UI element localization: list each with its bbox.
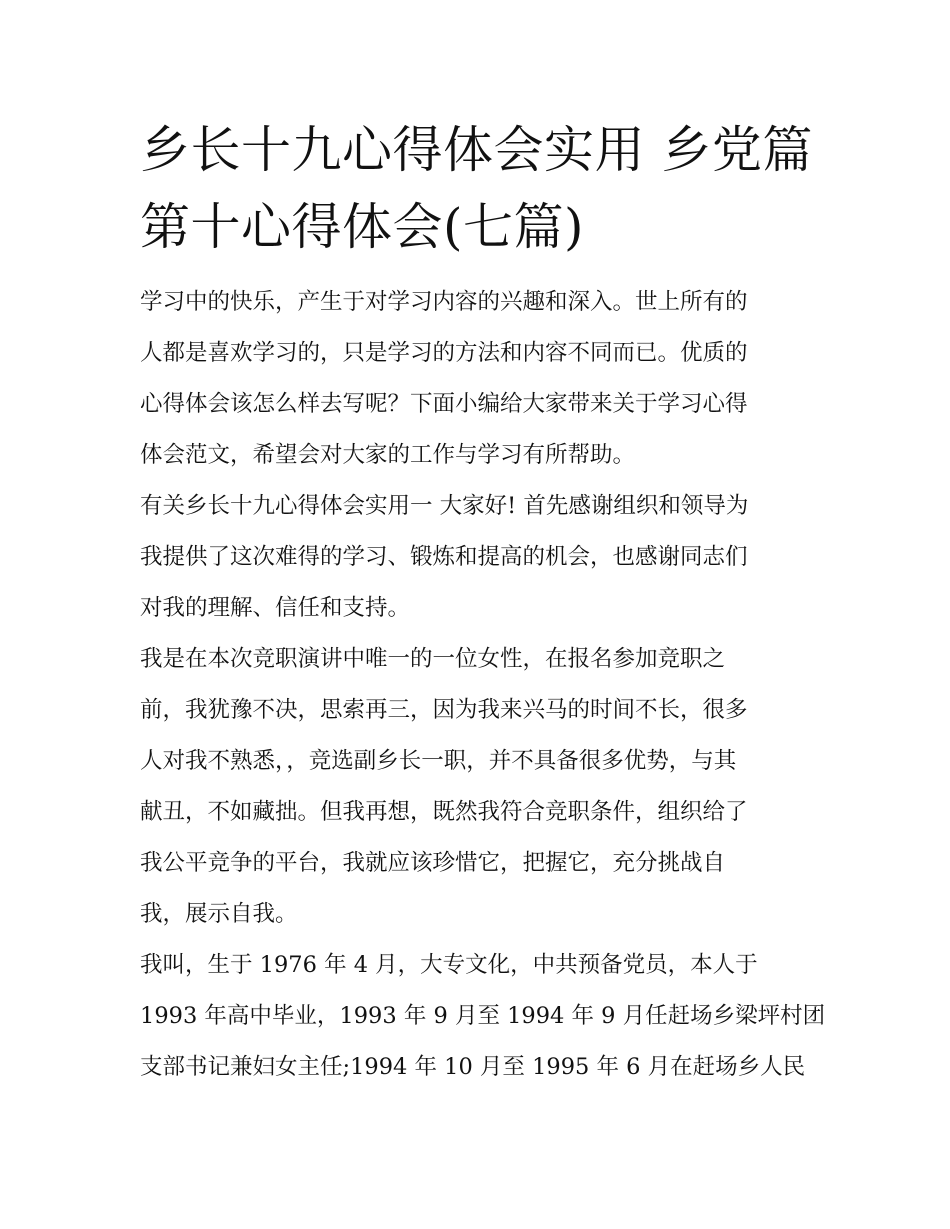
body-line: 学习中的快乐，产生于对学习内容的兴趣和深入。世上所有的 bbox=[140, 289, 748, 315]
body-line: 对我的理解、信任和支持。 bbox=[140, 595, 411, 621]
body-line: 我提供了这次难得的学习、锻炼和提高的机会，也感谢同志们 bbox=[140, 544, 748, 570]
body-line: 支部书记兼妇女主任;1994 年 10 月至 1995 年 6 月在赶场乡人民 bbox=[140, 1054, 806, 1080]
body-line: 我，展示自我。 bbox=[140, 901, 298, 927]
title-line: 乡长十九心得体会实用 乡党篇 bbox=[140, 121, 813, 179]
document-title bbox=[140, 112, 815, 266]
title-line: 第十心得体会(七篇) bbox=[140, 198, 585, 256]
body-line: 心得体会该怎么样去写呢？下面小编给大家带来关于学习心得 bbox=[140, 391, 748, 417]
body-line: 体会范文，希望会对大家的工作与学习有所帮助。 bbox=[140, 442, 636, 468]
body-line: 1993 年高中毕业，1993 年 9 月至 1994 年 9 月任赶场乡梁坪村团 bbox=[140, 1003, 826, 1029]
body-line: 人对我不熟悉，，竞选副乡长一职，并不具备很多优势，与其 bbox=[140, 748, 737, 774]
body-line: 我是在本次竞职演讲中唯一的一位女性，在报名参加竞职之 bbox=[140, 646, 726, 672]
body-line: 献丑，不如藏拙。但我再想，既然我符合竞职条件，组织给了 bbox=[140, 799, 748, 825]
body-line: 有关乡长十九心得体会实用一 大家好! 首先感谢组织和领导为 bbox=[140, 493, 749, 519]
body-line: 我公平竞争的平台，我就应该珍惜它，把握它，充分挑战自 bbox=[140, 850, 726, 876]
body-line: 人都是喜欢学习的，只是学习的方法和内容不同而已。优质的 bbox=[140, 340, 748, 366]
body-line: 前，我犹豫不决，思索再三，因为我来兴马的时间不长，很多 bbox=[140, 697, 748, 723]
document-body bbox=[140, 277, 826, 1093]
document-content bbox=[140, 112, 826, 1093]
body-line: 我叫，生于 1976 年 4 月，大专文化，中共预备党员，本人于 bbox=[140, 952, 758, 978]
